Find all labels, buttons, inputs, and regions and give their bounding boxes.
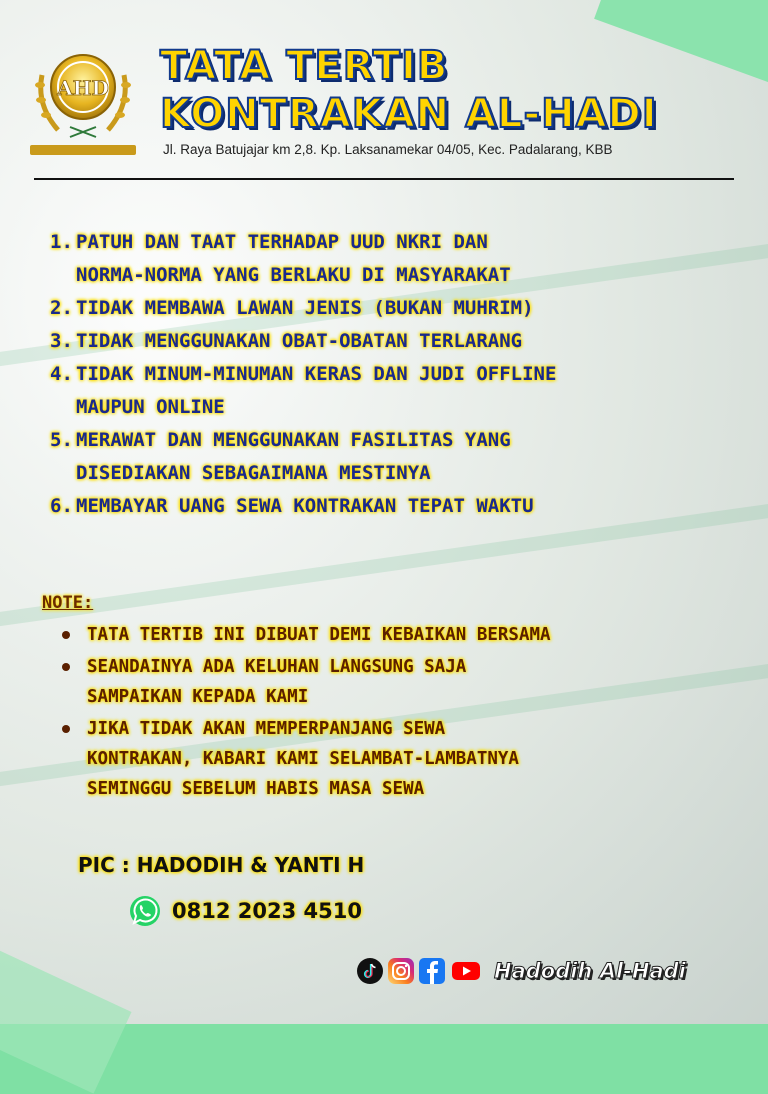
address: Jl. Raya Batujajar km 2,8. Kp. Laksanamekar 04/05, Kec. Padalarang, KBB [163,142,613,157]
phone-number[interactable]: 0812 2023 4510 [172,899,362,923]
note-item: SEANDAINYA ADA KELUHAN LANGSUNG SAJA SAMPAIKAN KEPADA KAMI [62,652,752,712]
svg-text:AHD: AHD [57,76,109,100]
youtube-icon[interactable] [449,957,483,985]
facebook-icon[interactable] [418,957,446,985]
pic-contact: PIC : HADODIH & YANTI H [78,853,365,877]
al-hadi-logo [28,45,138,157]
instagram-icon[interactable] [387,957,415,985]
rules-list [50,226,750,523]
rule-item: 1. PATUH DAN TAAT TERHADAP UUD NKRI DAN NORMA-NORMA YANG BERLAKU DI MASYARAKAT [50,231,511,286]
note-item: JIKA TIDAK AKAN MEMPERPANJANG SEWA KONTRAKAN, KABARI KAMI SELAMBAT-LAMBATNYA SEMINGGU SEBELUM HABIS MASA SEWA [62,714,752,804]
rule-item: 5. MERAWAT DAN MENGGUNAKAN FASILITAS YANG DISEDIAKAN SEBAGAIMANA MESTINYA [50,429,511,484]
note-item: TATA TERTIB INI DIBUAT DEMI KEBAIKAN BERSAMA [62,620,752,650]
notes-list [62,620,752,806]
social-handle[interactable]: Hadodih Al-Hadi [494,959,686,983]
social-bar [356,954,686,988]
page-title-line-2: KONTRAKAN AL-HADI [160,91,658,137]
rule-item: 4. TIDAK MINUM-MINUMAN KERAS DAN JUDI OFFLINE MAUPUN ONLINE [50,363,557,418]
page-title-line-1: TATA TERTIB [160,43,449,89]
note-label: NOTE: [42,593,94,613]
rule-item: 2. TIDAK MEMBAWA LAWAN JENIS (BUKAN MUHRIM) [50,297,534,319]
rule-item: 6. MEMBAYAR UANG SEWA KONTRAKAN TEPAT WAKTU [50,495,534,517]
rule-item: 3. TIDAK MENGGUNAKAN OBAT-OBATAN TERLARANG [50,330,523,352]
phone-row[interactable] [128,893,362,929]
header-divider [34,178,734,180]
tiktok-icon[interactable] [356,957,384,985]
whatsapp-icon [128,894,162,928]
